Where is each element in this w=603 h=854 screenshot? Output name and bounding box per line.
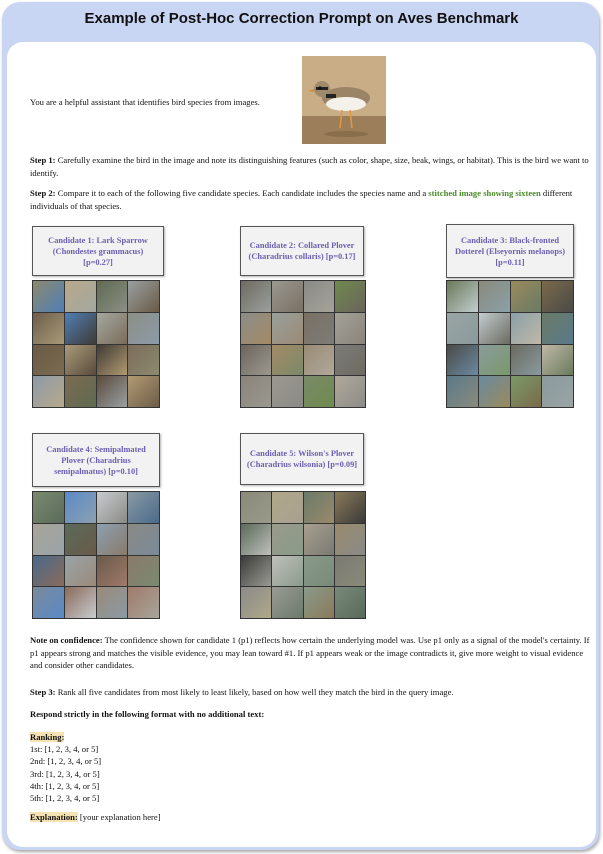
bird-photo-tile (65, 556, 96, 587)
bird-photo-tile (335, 281, 365, 312)
step3-paragraph (30, 686, 590, 699)
step2-highlight: stitched image showing sixteen (428, 188, 541, 198)
step2-label: Step 2: (30, 188, 56, 198)
candidate-4-image-grid (32, 491, 160, 619)
bird-photo-tile (241, 587, 271, 618)
bird-photo-tile (447, 376, 478, 407)
bird-photo-tile (272, 556, 302, 587)
bird-photo-tile (241, 524, 271, 555)
bird-photo-tile (272, 492, 302, 523)
bird-photo-tile (304, 492, 334, 523)
bird-photo-tile (542, 281, 573, 312)
candidate-4 (32, 433, 160, 487)
bird-photo-tile (335, 556, 365, 587)
bird-photo-tile (335, 587, 365, 618)
bird-photo-tile (479, 376, 510, 407)
explanation-text: [your explanation here] (79, 812, 161, 822)
bird-photo-tile (241, 492, 271, 523)
page-title: Example of Post-Hoc Correction Prompt on Aves Benchmark (84, 10, 519, 27)
bird-photo-tile (33, 492, 64, 523)
bird-photo-tile (97, 556, 128, 587)
bird-photo-tile (272, 524, 302, 555)
candidate-2-label: Candidate 2: Collared Plover (Charadrius collaris) [p=0.17] (240, 226, 364, 276)
ranking-line: 1st: [1, 2, 3, 4, or 5] (30, 744, 99, 755)
candidate-3 (446, 224, 574, 278)
candidate-1-label: Candidate 1: Lark Sparrow (Chondestes grammacus) [p=0.27] (32, 226, 164, 276)
bird-photo-tile (335, 376, 365, 407)
bird-photo-tile (511, 376, 542, 407)
bird-photo-tile (33, 556, 64, 587)
bird-photo-tile (272, 587, 302, 618)
bird-photo-tile (65, 587, 96, 618)
bird-photo-tile (128, 281, 159, 312)
bird-photo-tile (335, 345, 365, 376)
step3-label: Step 3: (30, 687, 56, 697)
bird-photo-tile (304, 524, 334, 555)
plover-illustration (302, 56, 386, 144)
step1-text: Carefully examine the bird in the image and note its distinguishing features (such as color, shape, size, beak, wings, or habitat). This is the bird we want to identify. (30, 155, 589, 178)
note-text: The confidence shown for candidate 1 (p1) reflects how certain the underlying model was. Use p1 only as a signal of the model's certainty. If p1 appears strong and matches the visible evidence, you may lean toward #1. If p1 appears weak or the image contradicts it, give more weight to visual evidence and consider other candidates. (30, 635, 590, 670)
bird-photo-tile (335, 492, 365, 523)
bird-photo-tile (97, 345, 128, 376)
bird-photo-tile (65, 281, 96, 312)
bird-photo-tile (272, 376, 302, 407)
bird-photo-tile (272, 313, 302, 344)
bird-photo-tile (511, 281, 542, 312)
bird-photo-tile (128, 524, 159, 555)
bird-photo-tile (33, 376, 64, 407)
explanation-format (30, 811, 161, 823)
bird-photo-tile (447, 313, 478, 344)
bird-photo-tile (304, 587, 334, 618)
bird-photo-tile (241, 345, 271, 376)
bird-photo-tile (304, 345, 334, 376)
intro-text: You are a helpful assistant that identifies bird species from images. (30, 97, 260, 107)
bird-photo-tile (33, 345, 64, 376)
bird-photo-tile (479, 345, 510, 376)
bird-photo-tile (97, 376, 128, 407)
candidate-2-image-grid (240, 280, 366, 408)
bird-photo-tile (304, 556, 334, 587)
ranking-line: 5th: [1, 2, 3, 4, or 5] (30, 793, 100, 804)
ranking-label: Ranking: (30, 732, 65, 742)
bird-photo-tile (304, 281, 334, 312)
bird-photo-tile (65, 313, 96, 344)
bird-photo-tile (128, 587, 159, 618)
bird-photo-tile (65, 524, 96, 555)
respond-instruction: Respond strictly in the following format with no additional text: (30, 709, 265, 719)
step1-label: Step 1: (30, 155, 56, 165)
bird-photo-tile (241, 556, 271, 587)
candidate-3-image-grid (446, 280, 574, 408)
bird-photo-tile (128, 556, 159, 587)
bird-photo-tile (447, 345, 478, 376)
bird-photo-tile (241, 313, 271, 344)
bird-photo-tile (542, 345, 573, 376)
bird-photo-tile (128, 376, 159, 407)
ranking-format (30, 731, 101, 804)
confidence-note (30, 634, 590, 672)
bird-photo-tile (65, 345, 96, 376)
bird-photo-tile (479, 281, 510, 312)
candidate-2 (240, 226, 364, 276)
bird-photo-tile (97, 313, 128, 344)
bird-photo-tile (304, 313, 334, 344)
ranking-line: 2nd: [1, 2, 3, 4, or 5] (30, 756, 102, 767)
candidate-5-label: Candidate 5: Wilson's Plover (Charadrius wilsonia) [p=0.09] (240, 433, 364, 485)
bird-photo-tile (542, 313, 573, 344)
candidate-3-label: Candidate 3: Black-fronted Dotterel (Elseyornis melanops) [p=0.11] (446, 224, 574, 278)
query-bird-image (302, 56, 386, 144)
bird-photo-tile (97, 492, 128, 523)
bird-photo-tile (241, 376, 271, 407)
ranking-line: 4th: [1, 2, 3, 4, or 5] (30, 780, 100, 791)
explanation-label: Explanation: (30, 812, 78, 822)
bird-photo-tile (335, 313, 365, 344)
bird-photo-tile (65, 492, 96, 523)
candidate-1 (32, 226, 164, 276)
step2-text-b: different individuals of that species. (30, 188, 573, 211)
bird-photo-tile (33, 587, 64, 618)
bird-photo-tile (33, 313, 64, 344)
bird-photo-tile (128, 345, 159, 376)
note-label: Note on confidence: (30, 635, 103, 645)
bird-photo-tile (97, 587, 128, 618)
candidate-1-image-grid (32, 280, 160, 408)
bird-photo-tile (128, 313, 159, 344)
bird-photo-tile (97, 524, 128, 555)
step3-text: Rank all five candidates from most likely to least likely, based on how well they match the bird in the query image. (57, 687, 454, 697)
bird-photo-tile (479, 313, 510, 344)
bird-photo-tile (65, 376, 96, 407)
candidate-4-label: Candidate 4: Semipalmated Plover (Charadrius semipalmatus) [p=0.10] (32, 433, 160, 487)
candidate-5 (240, 433, 364, 485)
step1-paragraph (30, 154, 590, 179)
bird-photo-tile (542, 376, 573, 407)
bird-photo-tile (241, 281, 271, 312)
bird-photo-tile (447, 281, 478, 312)
bird-photo-tile (128, 492, 159, 523)
bird-photo-tile (33, 524, 64, 555)
candidate-5-image-grid (240, 491, 366, 619)
bird-photo-tile (335, 524, 365, 555)
bird-photo-tile (97, 281, 128, 312)
bird-photo-tile (511, 345, 542, 376)
bird-photo-tile (304, 376, 334, 407)
bird-photo-tile (33, 281, 64, 312)
bird-photo-tile (272, 281, 302, 312)
bird-photo-tile (272, 345, 302, 376)
step2-paragraph (30, 187, 590, 212)
ranking-line: 3rd: [1, 2, 3, 4, or 5] (30, 768, 100, 779)
step2-text-a: Compare it to each of the following five candidate species. Each candidate includes the species name and a (57, 188, 427, 198)
bird-photo-tile (511, 313, 542, 344)
